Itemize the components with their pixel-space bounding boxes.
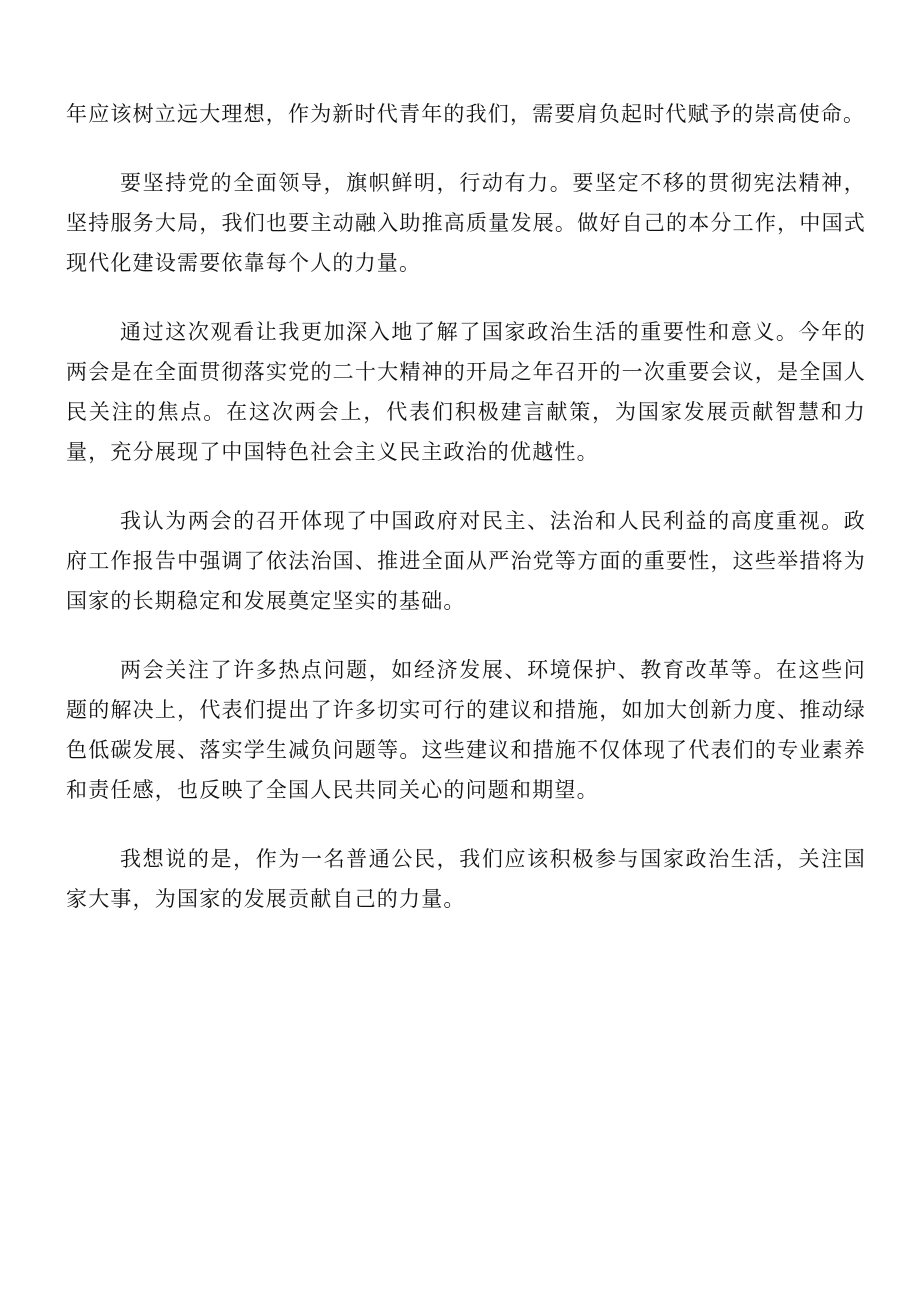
- paragraph-party-leadership: 要坚持党的全面领导，旗帜鲜明，行动有力。要坚定不移的贯彻宪法精神，坚持服务大局，我们也要主动融入助推高质量发展。做好自己的本分工作，中国式现代化建设需要依靠每个人的力量。: [66, 171, 866, 275]
- paragraph-two-sessions-significance: 通过这次观看让我更加深入地了解了国家政治生活的重要性和意义。今年的两会是在全面贯彻落实党的二十大精神的开局之年召开的一次重要会议，是全国人民关注的焦点。在这次两会上，代表们积极建言献策，为国家发展贡献智慧和力量，充分展现了中国特色社会主义民主政治的优越性。: [66, 320, 866, 464]
- paragraph-continued: 年应该树立远大理想，作为新时代青年的我们，需要肩负起时代赋予的崇高使命。: [66, 102, 866, 126]
- paragraph-government-report: 我认为两会的召开体现了中国政府对民主、法治和人民利益的高度重视。政府工作报告中强调了依法治国、推进全面从严治党等方面的重要性，这些举措将为国家的长期稳定和发展奠定坚实的基础。: [66, 509, 866, 613]
- paragraph-conclusion: 我想说的是，作为一名普通公民，我们应该积极参与国家政治生活，关注国家大事，为国家的发展贡献自己的力量。: [66, 847, 866, 911]
- document-body: [66, 94, 866, 948]
- paragraph-hot-issues: 两会关注了许多热点问题，如经济发展、环境保护、教育改革等。在这些问题的解决上，代表们提出了许多切实可行的建议和措施，如加大创新力度、推动绿色低碳发展、落实学生减负问题等。这些建议和措施不仅体现了代表们的专业素养和责任感，也反映了全国人民共同关心的问题和期望。: [66, 658, 866, 802]
